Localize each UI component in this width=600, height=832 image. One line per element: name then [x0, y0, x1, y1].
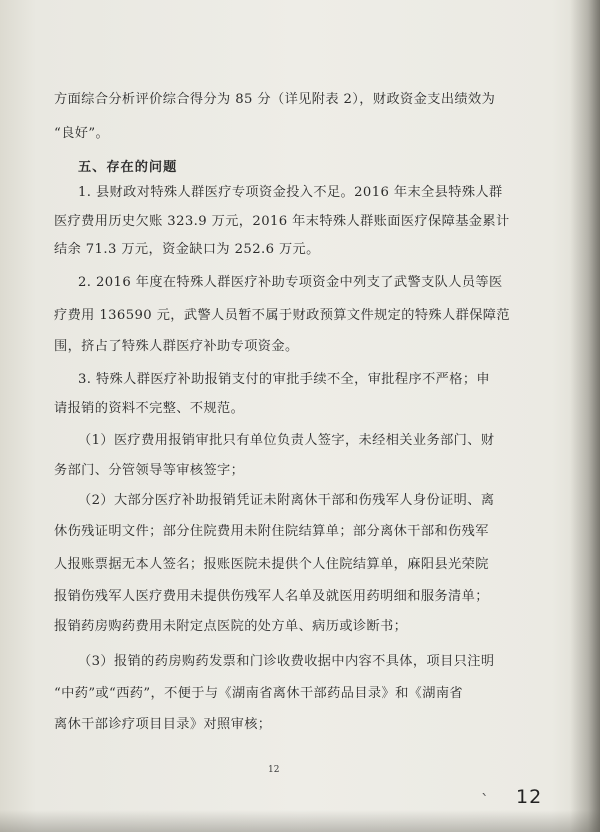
- paragraph-line: “良好”。: [54, 126, 110, 141]
- paragraph-line: 3. 特殊人群医疗补助报销支付的审批手续不全，审批程序不严格；申: [78, 372, 491, 387]
- paragraph-line: 2. 2016 年度在特殊人群医疗补助专项资金中列支了武警支队人员等医: [78, 275, 503, 290]
- paragraph-line: 围，挤占了特殊人群医疗补助专项资金。: [54, 339, 299, 354]
- paragraph-line: （2）大部分医疗补助报销凭证未附离休干部和伤残军人身份证明、离: [78, 493, 495, 508]
- stamped-page-number: 12: [516, 786, 543, 808]
- paragraph-line: 报销伤残军人医疗费用未提供伤残军人名单及就医用药明细和服务清单；: [54, 589, 489, 604]
- paragraph-line: 休伤残证明文件；部分住院费用未附住院结算单；部分离休干部和伤残军: [54, 524, 489, 539]
- paragraph-line: “中药”或“西药”，不便于与《湖南省离休干部药品目录》和《湖南省: [54, 686, 464, 701]
- paragraph-line: 人报账票据无本人签名；报账医院未提供个人住院结算单，麻阳县光荣院: [54, 557, 489, 572]
- footer-page-number: 12: [268, 765, 280, 775]
- pen-mark: ˋ: [481, 791, 489, 810]
- page-edge-shadow: [570, 0, 600, 832]
- paragraph-line: 请报销的资料不完整、不规范。: [54, 401, 245, 416]
- paragraph-line: 离休干部诊疗项目目录》对照审核；: [54, 717, 272, 732]
- paragraph-line: 结余 71.3 万元，资金缺口为 252.6 万元。: [54, 242, 320, 257]
- paragraph-line: （3）报销的药房购药发票和门诊收费收据中内容不具体，项目只注明: [78, 654, 495, 669]
- paragraph-line: 疗费用 136590 元，武警人员暂不属于财政预算文件规定的特殊人群保障范: [54, 308, 510, 323]
- paragraph-line: 报销药房购药费用未附定点医院的处方单、病历或诊断书；: [54, 619, 408, 634]
- paragraph-line: 方面综合分析评价综合得分为 85 分（详见附表 2），财政资金支出绩效为: [54, 92, 496, 107]
- paragraph-line: （1）医疗费用报销审批只有单位负责人签字，未经相关业务部门、财: [78, 433, 495, 448]
- paragraph-line: 1. 县财政对特殊人群医疗专项资金投入不足。2016 年末全县特殊人群: [78, 185, 503, 200]
- page-bottom-shadow: [0, 810, 600, 832]
- section-heading: 五、存在的问题: [78, 160, 178, 175]
- paragraph-line: 务部门、分管领导等审核签字；: [54, 463, 245, 478]
- paragraph-line: 医疗费用历史欠账 323.9 万元，2016 年末特殊人群账面医疗保障基金累计: [54, 214, 510, 229]
